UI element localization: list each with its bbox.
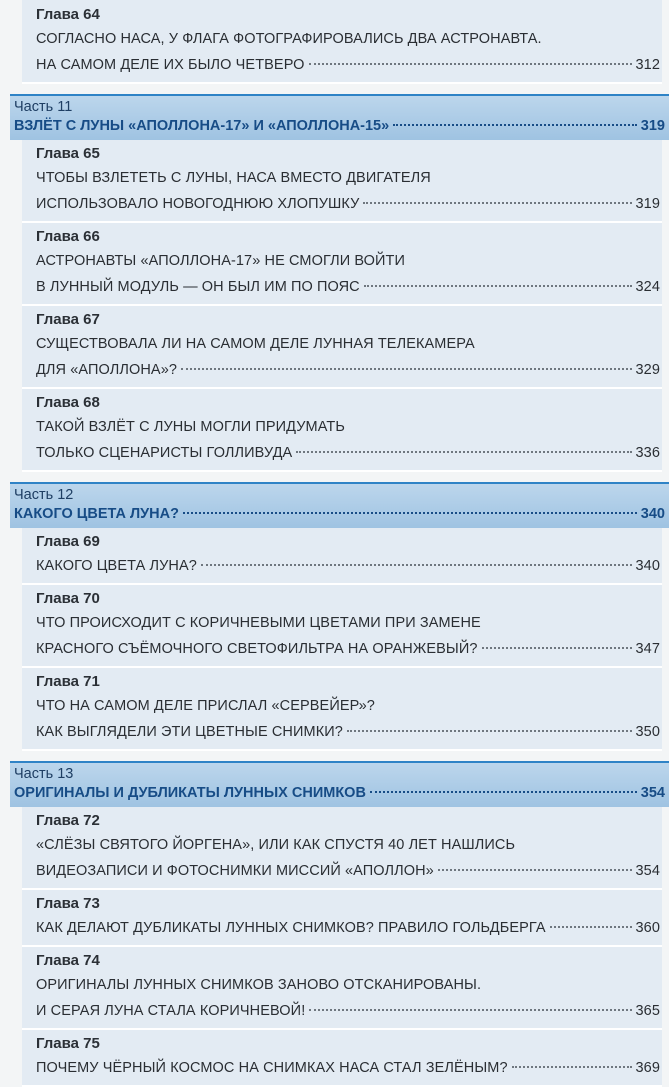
chapter-title-text: СУЩЕСТВОВАЛА ЛИ НА САМОМ ДЕЛЕ ЛУННАЯ ТЕЛЕКАМЕРА [36, 336, 475, 352]
part-page-number: 354 [640, 785, 665, 801]
leader-dots [296, 451, 631, 453]
chapter-title-line-2 [36, 1055, 662, 1081]
chapter-page-number: 360 [635, 920, 660, 936]
chapter-title-line-1 [36, 26, 662, 52]
chapter-title-text: ИСПОЛЬЗОВАЛО НОВОГОДНЮЮ ХЛОПУШКУ [36, 196, 360, 212]
chapter-title-text: КАК ДЕЛАЮТ ДУБЛИКАТЫ ЛУННЫХ СНИМКОВ? ПРАВИЛО ГОЛЬДБЕРГА [36, 920, 546, 936]
chapter-title-line-1 [36, 610, 662, 636]
chapter-title-text: В ЛУННЫЙ МОДУЛЬ — ОН БЫЛ ИМ ПО ПОЯС [36, 279, 360, 295]
leader-dots [309, 63, 632, 65]
chapter-label: Глава 70 [36, 590, 100, 607]
chapter-page-number: 369 [635, 1060, 660, 1076]
part-title-line [14, 116, 665, 136]
chapter-label: Глава 72 [36, 812, 100, 829]
chapter-title-line-1 [36, 331, 662, 357]
chapter-title-line-2 [36, 357, 662, 383]
chapter-page-number: 347 [635, 641, 660, 657]
chapter-page-number: 340 [635, 558, 660, 574]
chapter-title-line-1 [36, 832, 662, 858]
part-label: Часть 12 [14, 487, 74, 503]
chapter-label: Глава 74 [36, 952, 100, 969]
chapter-title-text: ДЛЯ «АПОЛЛОНА»? [36, 362, 178, 378]
chapter-title-line-2 [36, 553, 662, 579]
chapter-title-text: ПОЧЕМУ ЧЁРНЫЙ КОСМОС НА СНИМКАХ НАСА СТАЛ ЗЕЛЁНЫМ? [36, 1060, 508, 1076]
chapter-title-text: ЧТО ПРОИСХОДИТ С КОРИЧНЕВЫМИ ЦВЕТАМИ ПРИ ЗАМЕНЕ [36, 615, 481, 631]
part-title: КАКОГО ЦВЕТА ЛУНА? [14, 506, 179, 522]
chapter-title-line-1 [36, 414, 662, 440]
chapter-title-text: СОГЛАСНО НАСА, У ФЛАГА ФОТОГРАФИРОВАЛИСЬ ДВА АСТРОНАВТА. [36, 31, 542, 47]
leader-dots [550, 926, 632, 928]
chapter-title-line-2 [36, 915, 662, 941]
chapter-label: Глава 64 [36, 6, 100, 23]
chapter-71[interactable] [22, 668, 662, 751]
chapter-title-line-2 [36, 858, 662, 884]
leader-dots [181, 368, 631, 370]
chapter-page-number: 354 [635, 863, 660, 879]
chapter-70[interactable] [22, 585, 662, 668]
chapter-title-line-2 [36, 719, 662, 745]
leader-dots [438, 869, 632, 871]
part-12 [0, 482, 669, 751]
chapter-72[interactable] [22, 807, 662, 890]
chapter-page-number: 319 [635, 196, 660, 212]
leader-dots [482, 647, 632, 649]
part-title: ОРИГИНАЛЫ И ДУБЛИКАТЫ ЛУННЫХ СНИМКОВ [14, 785, 366, 801]
chapter-title-text: И СЕРАЯ ЛУНА СТАЛА КОРИЧНЕВОЙ! [36, 1003, 306, 1019]
leader-dots [309, 1009, 631, 1011]
chapter-title-text: ОРИГИНАЛЫ ЛУННЫХ СНИМКОВ ЗАНОВО ОТСКАНИРОВАНЫ. [36, 977, 482, 993]
part-header[interactable] [10, 484, 669, 528]
part-header[interactable] [10, 763, 669, 807]
part-label: Часть 13 [14, 766, 74, 782]
chapter-page-number: 365 [635, 1003, 660, 1019]
chapter-69[interactable] [22, 528, 662, 585]
part-header[interactable] [10, 96, 669, 140]
chapter-66[interactable] [22, 223, 662, 306]
chapter-title-line-2 [36, 274, 662, 300]
chapter-page-number: 324 [635, 279, 660, 295]
chapter-title-line-2 [36, 636, 662, 662]
chapter-page-number: 312 [635, 57, 660, 73]
chapter-title-text: КАК ВЫГЛЯДЕЛИ ЭТИ ЦВЕТНЫЕ СНИМКИ? [36, 724, 343, 740]
chapter-75[interactable] [22, 1030, 662, 1087]
leader-dots [363, 202, 631, 204]
part-page-number: 340 [640, 506, 665, 522]
part-page-number: 319 [640, 118, 665, 134]
leader-dots [370, 791, 637, 793]
chapter-73[interactable] [22, 890, 662, 947]
chapter-title-line-1 [36, 248, 662, 274]
chapter-64[interactable] [22, 0, 662, 84]
chapter-label: Глава 66 [36, 228, 100, 245]
chapter-label: Глава 68 [36, 394, 100, 411]
chapter-title-line-1 [36, 165, 662, 191]
chapter-page-number: 336 [635, 445, 660, 461]
part-11 [0, 94, 669, 472]
chapter-title-text: ТОЛЬКО СЦЕНАРИСТЫ ГОЛЛИВУДА [36, 445, 293, 461]
chapter-title-text: ВИДЕОЗАПИСИ И ФОТОСНИМКИ МИССИЙ «АПОЛЛОН» [36, 863, 434, 879]
chapter-label: Глава 71 [36, 673, 100, 690]
chapter-title-line-2 [36, 440, 662, 466]
part-title-line [14, 783, 665, 803]
chapter-page-number: 329 [635, 362, 660, 378]
chapter-title-text: НА САМОМ ДЕЛЕ ИХ БЫЛО ЧЕТВЕРО [36, 57, 305, 73]
chapter-label: Глава 65 [36, 145, 100, 162]
leader-dots [364, 285, 632, 287]
chapter-title-line-2 [36, 191, 662, 217]
chapter-page-number: 350 [635, 724, 660, 740]
chapter-74[interactable] [22, 947, 662, 1030]
chapter-title-text: «СЛЁЗЫ СВЯТОГО ЙОРГЕНА», ИЛИ КАК СПУСТЯ 40 ЛЕТ НАШЛИСЬ [36, 837, 516, 853]
leader-dots [347, 730, 632, 732]
leader-dots [512, 1066, 632, 1068]
chapter-title-text: ТАКОЙ ВЗЛЁТ С ЛУНЫ МОГЛИ ПРИДУМАТЬ [36, 419, 345, 435]
chapter-title-text: КРАСНОГО СЪЁМОЧНОГО СВЕТОФИЛЬТРА НА ОРАНЖЕВЫЙ? [36, 641, 478, 657]
chapter-title-text: АСТРОНАВТЫ «АПОЛЛОНА-17» НЕ СМОГЛИ ВОЙТИ [36, 253, 406, 269]
chapter-title-line-2 [36, 998, 662, 1024]
chapter-label: Глава 69 [36, 533, 100, 550]
chapter-title-line-2 [36, 52, 662, 78]
chapter-title-text: КАКОГО ЦВЕТА ЛУНА? [36, 558, 197, 574]
chapter-67[interactable] [22, 306, 662, 389]
chapter-68[interactable] [22, 389, 662, 472]
chapter-title-line-1 [36, 693, 662, 719]
part-title: ВЗЛЁТ С ЛУНЫ «АПОЛЛОНА-17» И «АПОЛЛОНА-15» [14, 118, 390, 134]
part-label: Часть 11 [14, 99, 73, 115]
leader-dots [201, 564, 632, 566]
leader-dots [393, 124, 637, 126]
part-13 [0, 761, 669, 1087]
chapter-label: Глава 73 [36, 895, 100, 912]
part-title-line [14, 504, 665, 524]
chapter-title-text: ЧТОБЫ ВЗЛЕТЕТЬ С ЛУНЫ, НАСА ВМЕСТО ДВИГАТЕЛЯ [36, 170, 431, 186]
chapter-65[interactable] [22, 140, 662, 223]
leader-dots [183, 512, 637, 514]
chapter-title-line-1 [36, 972, 662, 998]
chapter-title-text: ЧТО НА САМОМ ДЕЛЕ ПРИСЛАЛ «СЕРВЕЙЕР»? [36, 698, 375, 714]
chapter-label: Глава 67 [36, 311, 100, 328]
chapter-label: Глава 75 [36, 1035, 100, 1052]
